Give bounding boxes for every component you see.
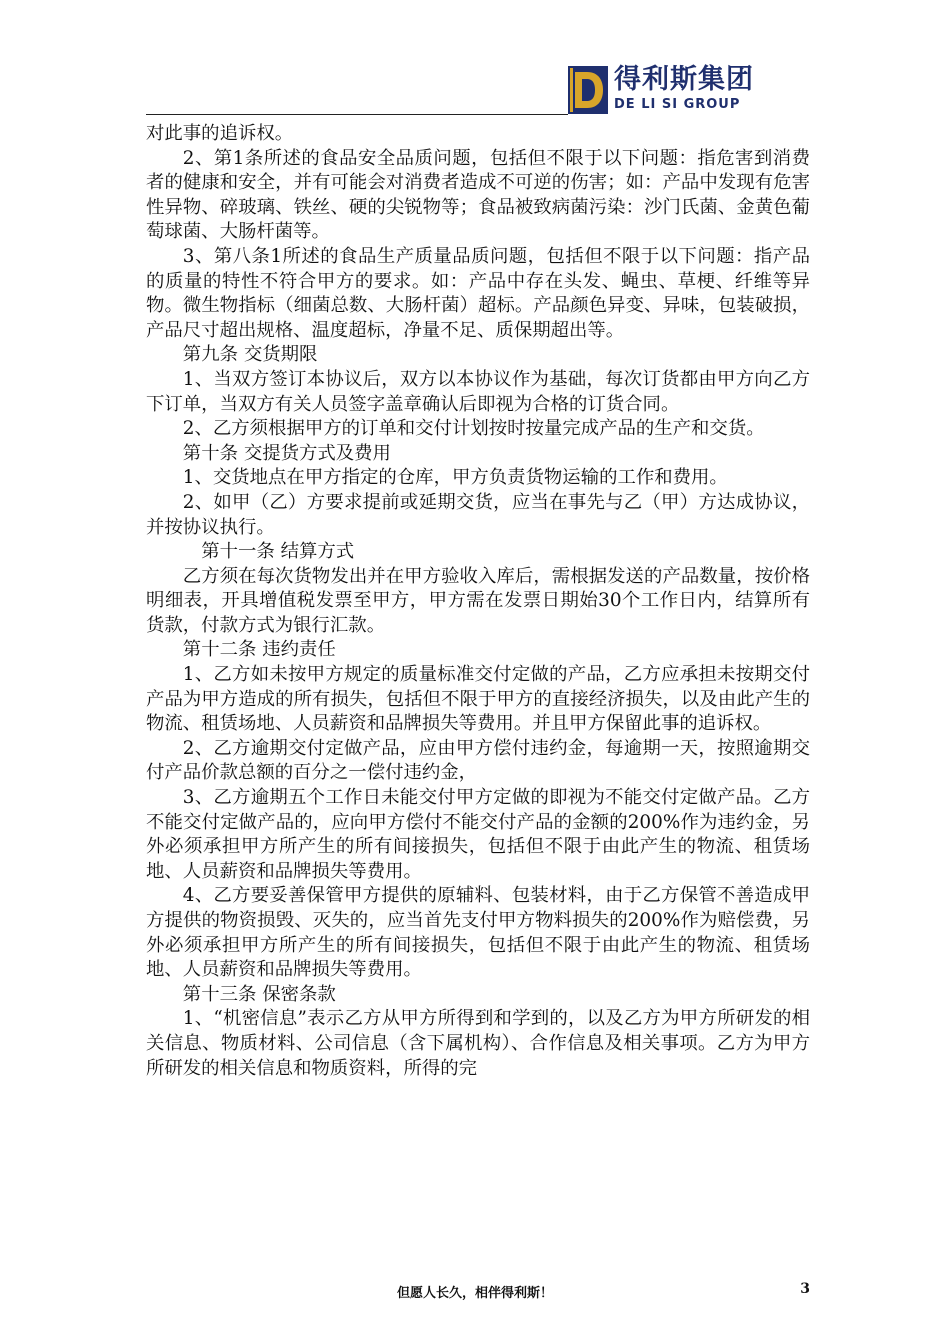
paragraph: 2、乙方须根据甲方的订单和交付计划按时按量完成产品的生产和交货。	[182, 418, 765, 440]
paragraph: 1、当双方签订本协议后，双方以本协议作为基础，每次订货都由甲方向乙方下订单，当双方有关人员签字盖章确认后即视为合格的订货合同。	[146, 368, 810, 415]
paragraph: 2、乙方逾期交付定做产品，应由甲方偿付违约金，每逾期一天，按照逾期交付产品价款总额的百分之一偿付违约金，	[146, 737, 810, 784]
paragraph: 2、如甲（乙）方要求提前或延期交货，应当在事先与乙（甲）方达成协议，并按协议执行。	[146, 491, 810, 538]
paragraph: 3、第八条1所述的食品生产质量品质问题，包括但不限于以下问题：指产品的质量的特性不符合甲方的要求。如：产品中存在头发、蝇虫、草梗、纤维等异物。微生物指标（细菌总数、大肠杆菌）超标。产品颜色异变、异味，包装破损，产品尺寸超出规格、温度超标，净量不足、质保期超出等。	[146, 245, 810, 341]
section-heading: 第十一条 结算方式	[201, 541, 355, 563]
paragraph: 3、乙方逾期五个工作日未能交付甲方定做的即视为不能交付定做产品。乙方不能交付定做产品的，应向甲方偿付不能交付产品的金额的200%作为违约金，另外必须承担甲方所产生的所有间接损失，包括但不限于由此产生的物流、租赁场地、人员薪资和品牌损失等费用。	[146, 787, 810, 882]
paragraph: 1、乙方如未按甲方规定的质量标准交付定做的产品，乙方应承担未按期交付产品为甲方造成的所有损失，包括但不限于甲方的直接经济损失，以及由此产生的物流、租赁场地、人员薪资和品牌损失等费用。并且甲方保留此事的追诉权。	[146, 664, 810, 735]
logo-brand-cn: 得利斯集团	[614, 64, 754, 95]
header-rule	[146, 114, 568, 115]
paragraph: 4、乙方要妥善保管甲方提供的原辅料、包装材料，由于乙方保管不善造成甲方提供的物资损毁、灭失的，应当首先支付甲方物料损失的200%作为赔偿费，另外必须承担甲方所产生的所有间接损失，包括但不限于由此产生的物流、租赁场地、人员薪资和品牌损失等费用。	[146, 885, 810, 981]
paragraph: 对此事的追诉权。	[146, 123, 294, 144]
logo-brand-en: DE LI SI GROUP	[614, 97, 741, 112]
page-number: 3	[800, 1281, 810, 1297]
section-heading: 第十二条 违约责任	[182, 639, 336, 661]
company-logo	[568, 66, 800, 116]
section-heading: 第十条 交提货方式及费用	[182, 442, 391, 464]
document-body	[146, 122, 810, 1081]
section-heading: 第十三条 保密条款	[182, 983, 336, 1005]
brand-d-icon	[568, 66, 608, 114]
footer-slogan: 但愿人长久，相伴得利斯！	[396, 1286, 553, 1301]
paragraph: 1、“机密信息”表示乙方从甲方所得到和学到的，以及乙方为甲方所研发的相关信息、物质材料、公司信息（含下属机构）、合作信息及相关事项。乙方为甲方所研发的相关信息和物质资料，所得的完	[146, 1008, 810, 1079]
paragraph: 1、交货地点在甲方指定的仓库，甲方负责货物运输的工作和费用。	[182, 467, 728, 489]
paragraph: 乙方须在每次货物发出并在甲方验收入库后，需根据发送的产品数量，按价格明细表，开具增值税发票至甲方，甲方需在发票日期始30个工作日内，结算所有货款，付款方式为银行汇款。	[146, 565, 810, 636]
section-heading: 第九条 交货期限	[182, 344, 318, 366]
paragraph: 2、第1条所述的食品安全品质问题，包括但不限于以下问题：指危害到消费者的健康和安全，并有可能会对消费者造成不可逆的伤害；如：产品中发现有危害性异物、碎玻璃、铁丝、硬的尖锐物等；食品被致病菌污染：沙门氏菌、金黄色葡萄球菌、大肠杆菌等。	[146, 147, 810, 243]
